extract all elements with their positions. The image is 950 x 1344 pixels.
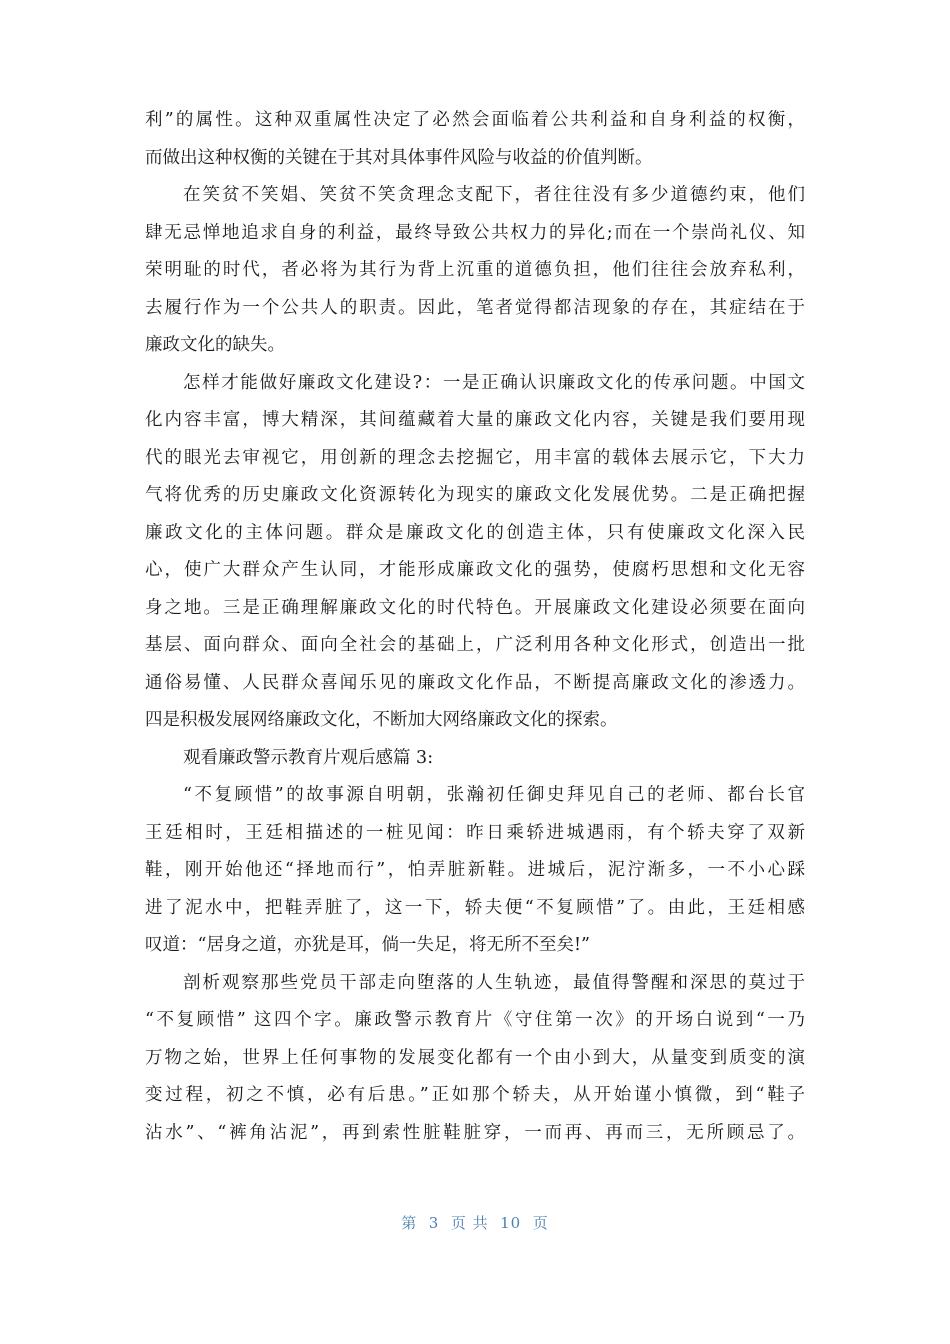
text-line: “不复顾惜”的故事源自明朝，张瀚初任御史拜见自己的老师、都台长官 xyxy=(183,785,805,805)
page-footer xyxy=(0,1212,950,1233)
text-line: 四是积极发展网络廉政文化，不断加大网络廉政文化的探索。 xyxy=(145,710,618,730)
text-line: 荣明耻的时代，者必将为其行为背上沉重的道德负担，他们往往会放弃私利， xyxy=(145,260,805,280)
text-line: 去履行作为一个公共人的职责。因此，笔者觉得都洁现象的存在，其症结在于 xyxy=(145,297,805,318)
page-number-label: 第 3 页 共 10 页 xyxy=(401,1214,549,1232)
text-line: 进了泥水中，把鞋弄脏了，这一下，轿夫便“不复顾惜”了。由此，王廷相感 xyxy=(145,897,805,918)
text-line: 利”的属性。这种双重属性决定了必然会面临着公共利益和自身利益的权衡， xyxy=(145,110,805,130)
text-line: 身之地。三是正确理解廉政文化的时代特色。开展廉政文化建设必须要在面向 xyxy=(145,597,805,618)
text-line: 化内容丰富，博大精深，其间蕴藏着大量的廉政文化内容，关键是我们要用现 xyxy=(145,410,805,430)
text-line: 基层、面向群众、面向全社会的基础上，广泛利用各种文化形式，创造出一批 xyxy=(145,635,805,655)
text-line: 气将优秀的历史廉政文化资源转化为现实的廉政文化发展优势。二是正确把握 xyxy=(145,485,805,505)
text-line: 廉政文化的缺失。 xyxy=(145,335,285,355)
text-line: 而做出这种权衡的关键在于其对具体事件风险与收益的价值判断。 xyxy=(145,147,653,168)
text-line: 代的眼光去审视它，用创新的理念去挖掘它，用丰富的载体去展示它，下大力 xyxy=(145,447,805,468)
section-heading: 观看廉政警示教育片观后感篇 3: xyxy=(183,747,434,768)
text-line: 在笑贫不笑娼、笑贫不笑贪理念支配下，者往往没有多少道德约束，他们 xyxy=(183,185,805,205)
text-line: 变过程，初之不慎，必有后患。”正如那个轿夫，从开始谨小慎微，到“鞋子 xyxy=(145,1085,805,1105)
text-line: 叹道：“居身之道，亦犹是耳，倘一失足，将无所不至矣!” xyxy=(145,935,590,955)
text-line: 鞋，刚开始他还“择地而行”，怕弄脏新鞋。进城后，泥泞渐多，一不小心踩 xyxy=(145,860,805,880)
text-line: 通俗易懂、人民群众喜闻乐见的廉政文化作品，不断提高廉政文化的渗透力。 xyxy=(145,672,805,693)
text-line: “不复顾惜” 这四个字。廉政警示教育片《守住第一次》的开场白说到“一乃 xyxy=(145,1010,805,1030)
text-line: 王廷相时，王廷相描述的一桩见闻：昨日乘轿进城遇雨，有个轿夫穿了双新 xyxy=(145,822,805,843)
text-line: 沾水”、“裤角沾泥”，再到索性脏鞋脏穿，一而再、再而三，无所顾忌了。 xyxy=(145,1122,805,1143)
document-body xyxy=(145,102,805,1152)
text-line: 怎样才能做好廉政文化建设?：一是正确认识廉政文化的传承问题。中国文 xyxy=(183,372,805,393)
text-line: 万物之始，世界上任何事物的发展变化都有一个由小到大，从量变到质变的演 xyxy=(145,1047,805,1068)
text-line: 剖析观察那些党员干部走向堕落的人生轨迹，最值得警醒和深思的莫过于 xyxy=(183,972,805,993)
text-line: 心，使广大群众产生认同，才能形成廉政文化的强势，使腐朽思想和文化无容 xyxy=(145,560,805,580)
text-line: 廉政文化的主体问题。群众是廉政文化的创造主体，只有使廉政文化深入民 xyxy=(145,522,805,543)
text-line: 肆无忌惮地追求自身的利益，最终导致公共权力的异化;而在一个崇尚礼仪、知 xyxy=(145,222,805,243)
